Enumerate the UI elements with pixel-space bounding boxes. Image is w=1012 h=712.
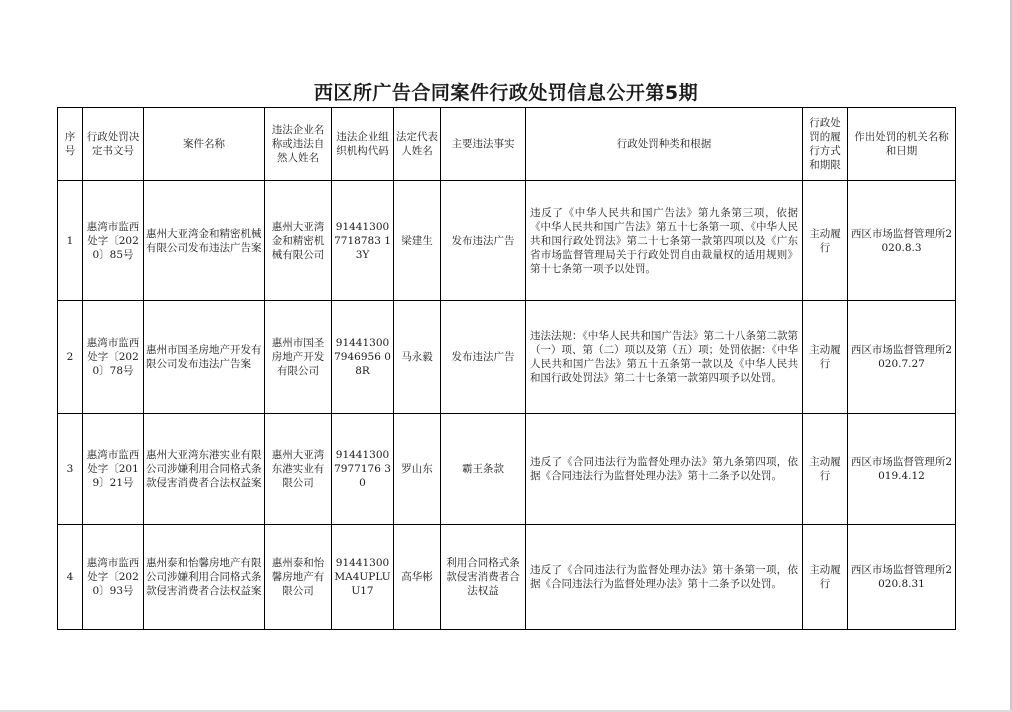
header-execution: 行政处罚的履行方式和期限 — [803, 108, 848, 181]
cell-violation: 发布违法广告 — [441, 301, 526, 414]
cell-doc-no: 惠湾市监西处字〔2019〕21号 — [83, 414, 144, 525]
cell-basis: 违反了《中华人民共和国广告法》第九条第三项，依据《中华人民共和国广告法》第五十七条第一项、《中华人民共和国行政处罚法》第二十七条第一款第四项以及《广东省市场监督管理局关于行政处罚自由裁量权的适用规则》第十七条第一项予以处罚。 — [526, 181, 803, 301]
table-row — [58, 525, 956, 630]
cell-basis: 违反了《合同违法行为监督处理办法》第九条第四项，依据《合同违法行为监督处理办法》第十二条予以处罚。 — [526, 414, 803, 525]
cell-execution: 主动履行 — [803, 525, 848, 630]
cell-party: 惠州市国圣房地产开发有限公司 — [265, 301, 332, 414]
table-row — [58, 181, 956, 301]
cell-doc-no: 惠湾市监西处字〔2020〕93号 — [83, 525, 144, 630]
header-case-name: 案件名称 — [144, 108, 265, 181]
cell-org-code: 914413007718783 13Y — [332, 181, 394, 301]
table-row — [58, 414, 956, 525]
cell-legal-rep: 高华彬 — [394, 525, 441, 630]
cell-violation: 利用合同格式条款侵害消费者合法权益 — [441, 525, 526, 630]
document-title: 西区所广告合同案件行政处罚信息公开第5期 — [313, 82, 699, 104]
cell-violation: 发布违法广告 — [441, 181, 526, 301]
cell-violation: 霸王条款 — [441, 414, 526, 525]
header-party: 违法企业名称或违法自然人姓名 — [265, 108, 332, 181]
cell-party: 惠州大亚湾金和精密机械有限公司 — [265, 181, 332, 301]
cell-authority: 西区市场监督管理所2020.8.3 — [848, 181, 956, 301]
cell-seq: 1 — [58, 181, 83, 301]
cell-execution: 主动履行 — [803, 301, 848, 414]
cell-authority: 西区市场监督管理所2020.8.31 — [848, 525, 956, 630]
cell-authority: 西区市场监督管理所2020.7.27 — [848, 301, 956, 414]
cell-seq: 2 — [58, 301, 83, 414]
cell-basis: 违法法规：《中华人民共和国广告法》第二十八条第二款第（一）项、第（二）项以及第（五）项；处罚依据：《中华人民共和国广告法》第五十五条第一款以及《中华人民共和国行政处罚法》第二十七条第一款第四项予以处罚。 — [526, 301, 803, 414]
cell-org-code: 91441300MA4UPLUU17 — [332, 525, 394, 630]
cell-legal-rep: 罗山东 — [394, 414, 441, 525]
cell-org-code: 914413007977176 30 — [332, 414, 394, 525]
cell-doc-no: 惠湾市监西处字〔2020〕85号 — [83, 181, 144, 301]
cell-execution: 主动履行 — [803, 414, 848, 525]
cell-seq: 3 — [58, 414, 83, 525]
cell-basis: 违反了《合同违法行为监督处理办法》第十条第一项，依据《合同违法行为监督处理办法》第十二条予以处罚。 — [526, 525, 803, 630]
cell-authority: 西区市场监督管理所2019.4.12 — [848, 414, 956, 525]
header-basis: 行政处罚种类和根据 — [526, 108, 803, 181]
cell-org-code: 914413007946956 08R — [332, 301, 394, 414]
header-seq: 序号 — [58, 108, 83, 181]
cell-case-name: 惠州市国圣房地产开发有限公司发布违法广告案 — [144, 301, 265, 414]
cell-seq: 4 — [58, 525, 83, 630]
header-row — [58, 108, 956, 181]
header-org-code: 违法企业组织机构代码 — [332, 108, 394, 181]
header-violation: 主要违法事实 — [441, 108, 526, 181]
cell-case-name: 惠州大亚湾东港实业有限公司涉嫌利用合同格式条款侵害消费者合法权益案 — [144, 414, 265, 525]
cell-case-name: 惠州大亚湾金和精密机械有限公司发布违法广告案 — [144, 181, 265, 301]
cell-party: 惠州泰和怡馨房地产有限公司 — [265, 525, 332, 630]
cell-legal-rep: 马永毅 — [394, 301, 441, 414]
header-legal-rep: 法定代表人姓名 — [394, 108, 441, 181]
cell-execution: 主动履行 — [803, 181, 848, 301]
header-authority: 作出处罚的机关名称和日期 — [848, 108, 956, 181]
cell-party: 惠州大亚湾东港实业有限公司 — [265, 414, 332, 525]
cell-case-name: 惠州泰和怡馨房地产有限公司涉嫌利用合同格式条款侵害消费者合法权益案 — [144, 525, 265, 630]
cell-legal-rep: 梁建生 — [394, 181, 441, 301]
penalty-info-table — [57, 107, 956, 630]
table-row — [58, 301, 956, 414]
header-doc-no: 行政处罚决定书文号 — [83, 108, 144, 181]
cell-doc-no: 惠湾市监西处字〔2020〕78号 — [83, 301, 144, 414]
